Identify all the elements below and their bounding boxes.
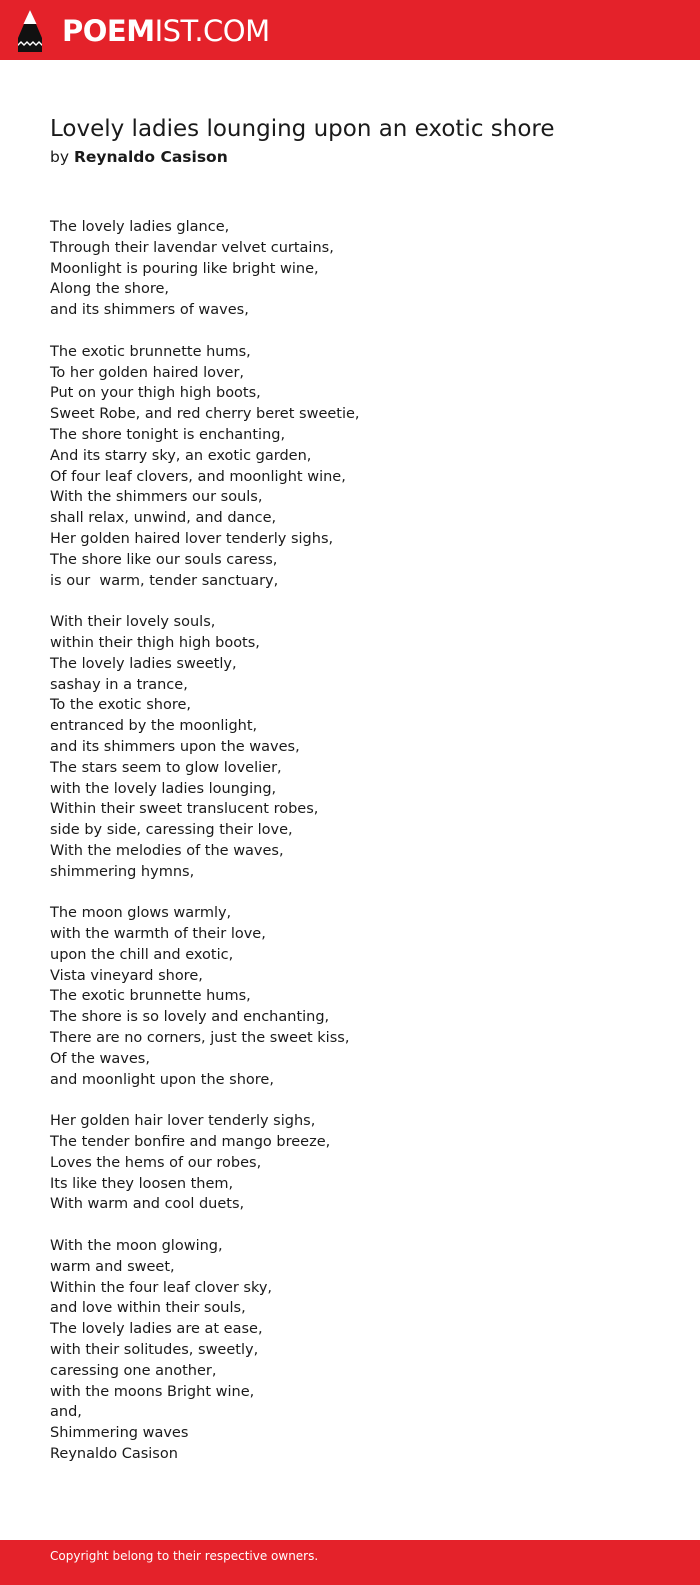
poem-stanza xyxy=(50,903,650,1090)
poem-line: Shimmering waves xyxy=(50,1425,189,1442)
poem-line: With the melodies of the waves, xyxy=(50,842,284,859)
poem-line: Sweet Robe, and red cherry beret sweetie, xyxy=(50,406,360,423)
poem-line: The lovely ladies sweetly, xyxy=(50,655,237,672)
poem-line: To the exotic shore, xyxy=(50,697,192,714)
by-label: by xyxy=(50,148,70,166)
site-footer xyxy=(0,1540,700,1585)
poem-line: sashay in a trance, xyxy=(50,676,188,693)
poem-stanza xyxy=(50,342,650,592)
poem-line: The shore is so lovely and enchanting, xyxy=(50,1009,330,1026)
poem-line: The exotic brunnette hums, xyxy=(50,988,251,1005)
poem-line: Her golden haired lover tenderly sighs, xyxy=(50,530,334,547)
poem-line: and love within their souls, xyxy=(50,1300,246,1317)
poem-line: is our warm, tender sanctuary, xyxy=(50,572,279,589)
poem-line: with their solitudes, sweetly, xyxy=(50,1342,259,1359)
poem-line: To her golden haired lover, xyxy=(50,364,245,381)
poem-line: With their lovely souls, xyxy=(50,614,216,631)
pencil-logo-icon xyxy=(18,10,42,52)
poem-line: The stars seem to glow lovelier, xyxy=(50,759,282,776)
poem-line: Its like they loosen them, xyxy=(50,1175,234,1192)
site-logo-link[interactable] xyxy=(18,10,270,52)
poem-line: caressing one another, xyxy=(50,1362,217,1379)
logo-bold-part: POEM xyxy=(62,14,155,48)
poem-line: and its shimmers of waves, xyxy=(50,302,249,319)
poem-line: The shore like our souls caress, xyxy=(50,551,278,568)
poem-line: Put on your thigh high boots, xyxy=(50,385,261,402)
poem-line: Reynaldo Casison xyxy=(50,1446,178,1463)
poem-line: and moonlight upon the shore, xyxy=(50,1071,274,1088)
poem-stanza xyxy=(50,1236,650,1465)
poem-line: Of the waves, xyxy=(50,1050,150,1067)
poem-line: Of four leaf clovers, and moonlight wine, xyxy=(50,468,346,485)
poem-line: Moonlight is pouring like bright wine, xyxy=(50,260,319,277)
poem-line: The lovely ladies are at ease, xyxy=(50,1321,263,1338)
poem-line: entranced by the moonlight, xyxy=(50,718,258,735)
copyright-notice: Copyright belong to their respective owners. xyxy=(50,1549,319,1563)
poem-line: Within the four leaf clover sky, xyxy=(50,1279,273,1296)
poem-line: shimmering hymns, xyxy=(50,863,195,880)
logo-light-part: IST.COM xyxy=(154,14,270,48)
poem-line: Her golden hair lover tenderly sighs, xyxy=(50,1113,316,1130)
poem-stanza xyxy=(50,612,650,882)
poem-line: side by side, caressing their love, xyxy=(50,822,293,839)
poem-line: Vista vineyard shore, xyxy=(50,967,203,984)
author-name: Reynaldo Casison xyxy=(73,148,228,166)
poem-line: The exotic brunnette hums, xyxy=(50,343,251,360)
poem-line: and its shimmers upon the waves, xyxy=(50,738,300,755)
site-logo-text xyxy=(62,10,270,52)
poem-line: Within their sweet translucent robes, xyxy=(50,801,319,818)
poem-stanza xyxy=(50,217,650,321)
poem-line: upon the chill and exotic, xyxy=(50,946,234,963)
poem-line: The shore tonight is enchanting, xyxy=(50,426,286,443)
poem-line: and, xyxy=(50,1404,82,1421)
poem-line: There are no corners, just the sweet kiss, xyxy=(50,1030,350,1047)
poem-line: And its starry sky, an exotic garden, xyxy=(50,447,312,464)
poem-stanza xyxy=(50,1111,650,1215)
poem-line: With the moon glowing, xyxy=(50,1238,223,1255)
poem-line: The lovely ladies glance, xyxy=(50,219,230,235)
poem-line: with the lovely ladies lounging, xyxy=(50,780,277,797)
poem-line: The tender bonfire and mango breeze, xyxy=(50,1134,331,1151)
poem-byline xyxy=(50,146,228,168)
poem-line: Loves the hems of our robes, xyxy=(50,1154,262,1171)
poem-body xyxy=(50,217,650,1486)
poem-line: With the shimmers our souls, xyxy=(50,489,263,506)
poem-line: warm and sweet, xyxy=(50,1258,175,1275)
poem-line: within their thigh high boots, xyxy=(50,634,260,651)
poem-line: The moon glows warmly, xyxy=(50,905,232,922)
poem-title: Lovely ladies lounging upon an exotic shore xyxy=(50,116,555,142)
poem-line: With warm and cool duets, xyxy=(50,1196,245,1213)
poem-line: Along the shore, xyxy=(50,281,170,298)
poem-line: with the moons Bright wine, xyxy=(50,1383,255,1400)
poem-line: Through their lavendar velvet curtains, xyxy=(50,239,334,256)
poem-line: shall relax, unwind, and dance, xyxy=(50,510,277,527)
poem-line: with the warmth of their love, xyxy=(50,926,266,943)
site-header xyxy=(0,0,700,60)
